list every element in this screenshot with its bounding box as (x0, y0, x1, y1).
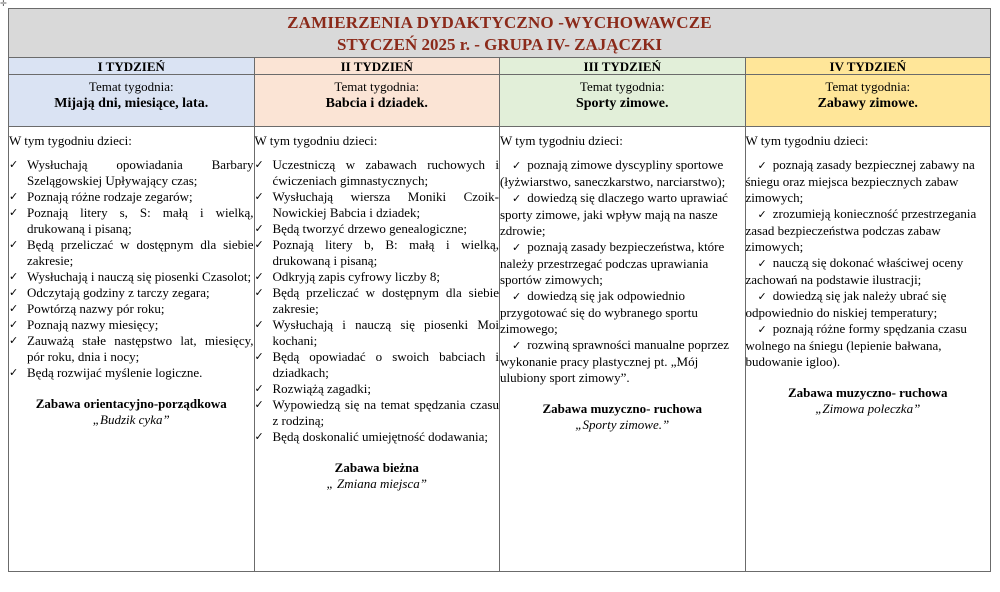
checkmark-icon: ✓ (254, 222, 264, 235)
week-name: II TYDZIEŃ (255, 58, 500, 75)
goal-text: poznają zasady bezpieczeństwa, które należy przestrzegać podczas uprawiania sportów zimowych; (500, 239, 725, 287)
goal-text: Poznają nazwy miesięcy; (27, 317, 159, 332)
move-handle-icon[interactable]: ✛ (0, 0, 7, 8)
goal-text: dowiedzą się jak odpowiednio przygotować się do wybranego sportu zimowego; (500, 288, 698, 336)
document-title: ZAMIERZENIA DYDAKTYCZNO -WYCHOWAWCZE (287, 13, 712, 32)
game-block (255, 459, 500, 492)
checkmark-icon: ✓ (254, 350, 264, 363)
intro-text: W tym tygodniu dzieci: (745, 133, 869, 148)
week-header-3 (500, 58, 746, 127)
goal-item (500, 239, 745, 288)
goal-text: Poznają litery b, B: małą i wielką, drukowaną i pisaną; (272, 237, 499, 268)
checkmark-icon: ✓ (254, 158, 264, 171)
goal-text: dowiedzą się dlaczego warto uprawiać sporty zimowe, jaki wpływ mają na nasze zdrowie; (500, 190, 728, 238)
goal-text: Wysłuchają opowiadania Barbary Szelągowskiej Upływający czas; (27, 157, 254, 188)
game-block (500, 400, 745, 433)
document-subtitle: STYCZEŃ 2025 r. - GRUPA IV- ZAJĄCZKI (336, 35, 663, 54)
goal-item (9, 157, 254, 189)
goal-text: Zauważą stałe następstwo lat, miesięcy, pór roku, dnia i nocy; (27, 333, 254, 364)
game-name: „ Zmiana miejsca” (326, 476, 427, 491)
week-header-2 (254, 58, 500, 127)
goal-text: Wysłuchają i nauczą się piosenki Czasolot; (27, 269, 252, 284)
checkmark-icon: ✓ (254, 430, 264, 443)
checkmark-icon: ✓ (9, 158, 19, 171)
goal-item (746, 288, 991, 321)
game-type: Zabawa muzyczno- ruchowa (542, 401, 703, 416)
goal-text: zrozumieją konieczność przestrzegania zasad bezpieczeństwa podczas zabaw zimowych; (745, 206, 977, 254)
goal-item (255, 237, 500, 269)
goal-text: Odkryją zapis cyfrowy liczby 8; (272, 269, 441, 284)
goal-item (255, 381, 500, 397)
goals-list (746, 157, 991, 370)
goal-item (500, 337, 745, 386)
game-type: Zabawa bieżna (334, 460, 419, 475)
game-name: „Sporty zimowe.” (575, 417, 670, 432)
goal-text: Rozwiążą zagadki; (272, 381, 372, 396)
intro-text: W tym tygodniu dzieci: (254, 133, 378, 148)
goal-text: Uczestniczą w zabawach ruchowych i ćwiczeniach gimnastycznych; (272, 157, 499, 188)
goal-item (500, 190, 745, 239)
week-topic: Sporty zimowe. (575, 96, 669, 111)
goal-text: Poznają litery s, S: małą i wielką, drukowaną i pisaną; (27, 205, 254, 236)
goal-item (746, 255, 991, 288)
goal-item (500, 288, 745, 337)
goal-item (9, 333, 254, 365)
goal-item (9, 269, 254, 285)
goal-item (255, 157, 500, 189)
goal-item (255, 189, 500, 221)
checkmark-icon: ✓ (254, 398, 264, 411)
goal-text: dowiedzą się jak należy ubrać się odpowiednio do niskiej temperatury; (745, 288, 947, 320)
checkmark-icon: ✓ (512, 241, 522, 254)
goal-item (500, 157, 745, 190)
game-type: Zabawa muzyczno- ruchowa (787, 385, 948, 400)
title-cell (9, 9, 991, 58)
goal-item (255, 221, 500, 237)
game-type: Zabawa orientacyjno-porządkowa (35, 396, 227, 411)
goal-item (255, 349, 500, 381)
week-topic: Zabawy zimowe. (817, 96, 918, 111)
week-content-1 (9, 127, 255, 572)
goal-text: Będą rozwijać myślenie logiczne. (27, 365, 203, 380)
goals-list (255, 157, 500, 445)
goal-item (255, 269, 500, 285)
goal-text: poznają różne formy spędzania czasu wolnego na śniegu (lepienie bałwana, budowanie igloo). (745, 321, 967, 369)
goal-item (255, 285, 500, 317)
goal-text: Odczytają godziny z tarczy zegara; (27, 285, 210, 300)
goal-item (746, 206, 991, 255)
goal-text: Powtórzą nazwy pór roku; (27, 301, 165, 316)
checkmark-icon: ✓ (254, 190, 264, 203)
goal-text: poznają zasady bezpiecznej zabawy na śniegu oraz miejsca bezpiecznych zabaw zimowych; (745, 157, 975, 205)
topic-label: Temat tygodnia: (579, 79, 665, 94)
checkmark-icon: ✓ (512, 290, 522, 303)
checkmark-icon: ✓ (757, 257, 767, 270)
goal-item (9, 205, 254, 237)
checkmark-icon: ✓ (254, 238, 264, 251)
checkmark-icon: ✓ (9, 318, 19, 331)
checkmark-icon: ✓ (254, 318, 264, 331)
goal-item (746, 321, 991, 370)
checkmark-icon: ✓ (512, 339, 522, 352)
checkmark-icon: ✓ (9, 190, 19, 203)
goal-text: rozwiną sprawności manualne poprzez wykonanie pracy plastycznej pt. „Mój ulubiony sport zimowy”. (500, 337, 729, 385)
plan-table (8, 8, 991, 572)
week-name: III TYDZIEŃ (500, 58, 745, 75)
week-topic: Mijają dni, miesiące, lata. (54, 96, 209, 111)
checkmark-icon: ✓ (9, 238, 19, 251)
game-block (746, 384, 991, 417)
game-name: „Zimowa poleczka” (815, 401, 921, 416)
goal-item (255, 429, 500, 445)
goal-item (9, 317, 254, 333)
week-name: I TYDZIEŃ (9, 58, 254, 75)
checkmark-icon: ✓ (757, 159, 767, 172)
goals-list (500, 157, 745, 386)
intro-text: W tym tygodniu dzieci: (9, 133, 132, 148)
checkmark-icon: ✓ (757, 208, 767, 221)
game-name: „Budzik cyka” (92, 412, 170, 427)
week-header-4 (745, 58, 991, 127)
goal-item (9, 365, 254, 381)
goal-item (9, 301, 254, 317)
week-content-3 (500, 127, 746, 572)
week-name: IV TYDZIEŃ (746, 58, 991, 75)
goal-text: Poznają różne rodzaje zegarów; (27, 189, 193, 204)
checkmark-icon: ✓ (757, 290, 767, 303)
goal-item (9, 237, 254, 269)
goal-item (255, 397, 500, 429)
goal-text: Będą doskonalić umiejętność dodawania; (272, 429, 489, 444)
game-block (9, 395, 254, 428)
goals-list (9, 157, 254, 381)
topic-label: Temat tygodnia: (334, 79, 420, 94)
week-topic: Babcia i dziadek. (325, 96, 428, 111)
checkmark-icon: ✓ (9, 206, 19, 219)
goal-item (746, 157, 991, 206)
topic-label: Temat tygodnia: (88, 79, 174, 94)
goal-item (9, 285, 254, 301)
checkmark-icon: ✓ (254, 286, 264, 299)
checkmark-icon: ✓ (9, 286, 19, 299)
checkmark-icon: ✓ (254, 270, 264, 283)
goal-text: Będą przeliczać w dostępnym dla siebie zakresie; (272, 285, 499, 316)
checkmark-icon: ✓ (9, 302, 19, 315)
goal-text: Wypowiedzą się na temat spędzania czasu z rodziną; (272, 397, 499, 428)
week-content-2 (254, 127, 500, 572)
intro-text: W tym tygodniu dzieci: (500, 133, 623, 148)
checkmark-icon: ✓ (254, 382, 264, 395)
goal-text: Będą opowiadać o swoich babciach i dziadkach; (272, 349, 499, 380)
goal-text: Będą przeliczać w dostępnym dla siebie zakresie; (27, 237, 254, 268)
topic-label: Temat tygodnia: (825, 79, 911, 94)
goal-text: Będą tworzyć drzewo genealogiczne; (272, 221, 468, 236)
checkmark-icon: ✓ (757, 323, 767, 336)
goal-item (9, 189, 254, 205)
goal-text: Wysłuchają i nauczą się piosenki Moi kochani; (272, 317, 499, 348)
week-header-1 (9, 58, 255, 127)
week-content-4 (745, 127, 991, 572)
checkmark-icon: ✓ (9, 334, 19, 347)
goal-item (255, 317, 500, 349)
checkmark-icon: ✓ (512, 192, 522, 205)
checkmark-icon: ✓ (512, 159, 522, 172)
goal-text: poznają zimowe dyscypliny sportowe (łyżwiarstwo, saneczkarstwo, narciarstwo); (500, 157, 726, 189)
checkmark-icon: ✓ (9, 366, 19, 379)
goal-text: nauczą się dokonać właściwej oceny zachowań na podstawie ilustracji; (745, 255, 964, 287)
goal-text: Wysłuchają wiersza Moniki Czoik-Nowickiej Babcia i dziadek; (272, 189, 499, 220)
checkmark-icon: ✓ (9, 270, 19, 283)
